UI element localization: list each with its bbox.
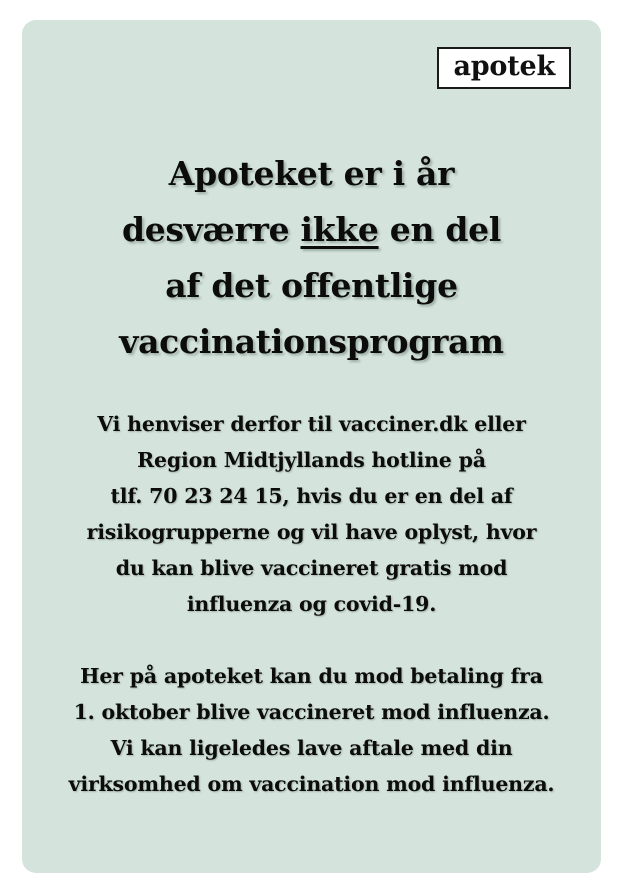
headline-text: Apoteket er i år (168, 154, 455, 193)
apotek-logo-box (437, 47, 571, 89)
body-line: risikogrupperne og vil have oplyst, hvor (86, 520, 537, 544)
body-paragraph (56, 406, 567, 622)
headline-emphasis: ikke (300, 210, 379, 249)
headline-line (52, 258, 571, 314)
headline-line (52, 314, 571, 370)
body-line: 1. oktober blive vaccineret mod influenza. (73, 700, 550, 724)
poster-headline (52, 146, 571, 370)
body-line: Vi kan ligeledes lave aftale med din (110, 736, 513, 760)
headline-text: desværre (121, 210, 301, 249)
apotek-logo-text: apotek (453, 51, 555, 82)
headline-line (52, 202, 571, 258)
logo-container (437, 47, 571, 89)
body-line: tlf. 70 23 24 15, hvis du er en del af (110, 484, 513, 508)
body-line: influenza og covid-19. (186, 592, 437, 616)
body-line: Region Midtjyllands hotline på (137, 448, 486, 472)
headline-line (52, 146, 571, 202)
poster-card (22, 20, 601, 873)
body-line: Her på apoteket kan du mod betaling fra (80, 664, 543, 688)
headline-text: vaccinationsprogram (119, 322, 504, 361)
headline-text: en del (378, 210, 502, 249)
body-line: du kan blive vaccineret gratis mod (115, 556, 508, 580)
poster-body (56, 406, 567, 802)
body-line: virksomhed om vaccination mod influenza. (68, 772, 555, 796)
body-paragraph (56, 658, 567, 802)
body-line: Vi henviser derfor til vacciner.dk eller (97, 412, 526, 436)
headline-text: af det offentlige (165, 266, 458, 305)
